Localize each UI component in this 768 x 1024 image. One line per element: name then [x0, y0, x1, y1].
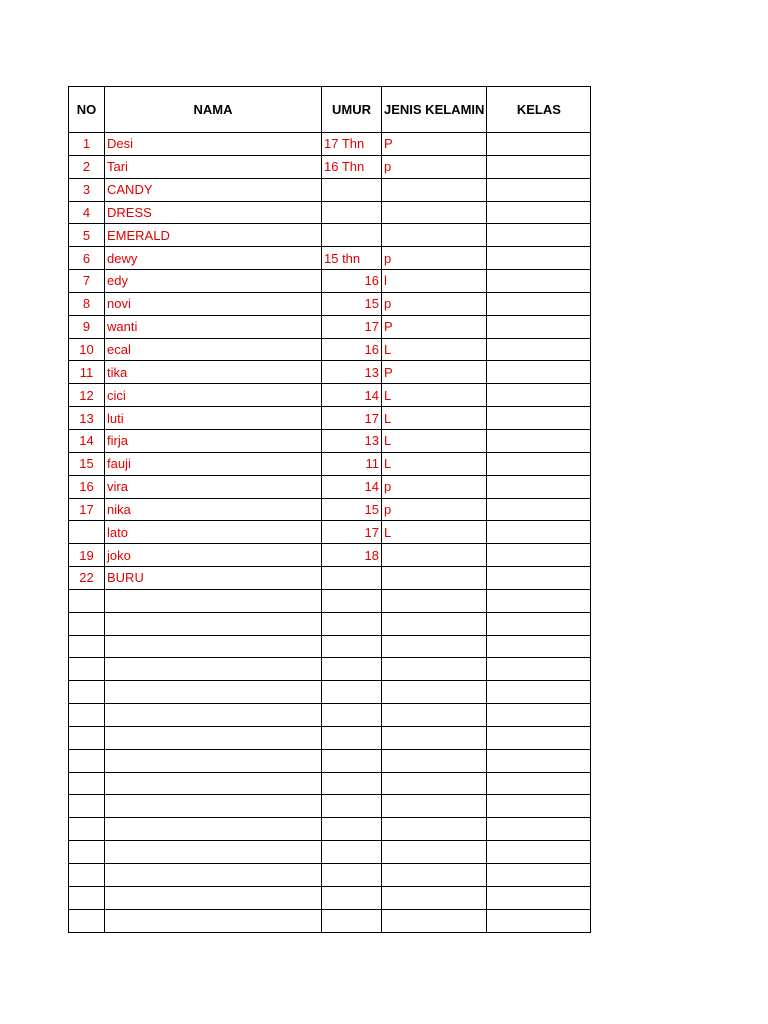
table-row: [69, 658, 591, 681]
cell-nama[interactable]: Tari: [105, 155, 322, 178]
header-umur: UMUR: [322, 87, 382, 133]
table-row: [69, 292, 591, 315]
cell-nama[interactable]: [105, 795, 322, 818]
cell-no[interactable]: 13: [69, 407, 105, 430]
cell-jenis-kelamin[interactable]: [382, 224, 487, 247]
cell-kelas[interactable]: [487, 841, 591, 864]
table-row: [69, 704, 591, 727]
cell-kelas[interactable]: [487, 635, 591, 658]
header-jenis-kelamin: JENIS KELAMIN: [382, 87, 487, 133]
cell-nama[interactable]: [105, 635, 322, 658]
cell-kelas[interactable]: [487, 612, 591, 635]
cell-jenis-kelamin[interactable]: L: [382, 338, 487, 361]
table-row: [69, 886, 591, 909]
cell-umur[interactable]: [322, 704, 382, 727]
cell-umur[interactable]: 15: [322, 292, 382, 315]
cell-no[interactable]: 16: [69, 475, 105, 498]
cell-kelas[interactable]: [487, 658, 591, 681]
cell-jenis-kelamin[interactable]: L: [382, 407, 487, 430]
cell-kelas[interactable]: [487, 247, 591, 270]
cell-no[interactable]: 12: [69, 384, 105, 407]
cell-no[interactable]: 2: [69, 155, 105, 178]
cell-umur[interactable]: 14: [322, 475, 382, 498]
cell-nama[interactable]: dewy: [105, 247, 322, 270]
cell-kelas[interactable]: [487, 224, 591, 247]
cell-no[interactable]: 10: [69, 338, 105, 361]
table-row: [69, 315, 591, 338]
cell-umur[interactable]: [322, 909, 382, 932]
table-row: [69, 864, 591, 887]
cell-kelas[interactable]: [487, 726, 591, 749]
cell-nama[interactable]: [105, 841, 322, 864]
cell-nama[interactable]: [105, 704, 322, 727]
cell-nama[interactable]: edy: [105, 270, 322, 293]
cell-kelas[interactable]: [487, 498, 591, 521]
cell-nama[interactable]: CANDY: [105, 178, 322, 201]
cell-nama[interactable]: joko: [105, 544, 322, 567]
cell-no[interactable]: [69, 795, 105, 818]
table-row: [69, 635, 591, 658]
cell-no[interactable]: 3: [69, 178, 105, 201]
cell-no[interactable]: 4: [69, 201, 105, 224]
cell-nama[interactable]: ecal: [105, 338, 322, 361]
cell-no[interactable]: 11: [69, 361, 105, 384]
cell-kelas[interactable]: [487, 315, 591, 338]
cell-nama[interactable]: luti: [105, 407, 322, 430]
cell-no[interactable]: [69, 635, 105, 658]
table-row: [69, 133, 591, 156]
cell-kelas[interactable]: [487, 452, 591, 475]
cell-nama[interactable]: [105, 612, 322, 635]
cell-jenis-kelamin[interactable]: [382, 841, 487, 864]
cell-kelas[interactable]: [487, 155, 591, 178]
cell-umur[interactable]: [322, 567, 382, 590]
cell-kelas[interactable]: [487, 338, 591, 361]
cell-nama[interactable]: [105, 886, 322, 909]
header-kelas: KELAS: [487, 87, 591, 133]
cell-umur[interactable]: [322, 635, 382, 658]
cell-nama[interactable]: [105, 726, 322, 749]
table-row: [69, 681, 591, 704]
cell-jenis-kelamin[interactable]: [382, 704, 487, 727]
cell-no[interactable]: [69, 818, 105, 841]
cell-jenis-kelamin[interactable]: [382, 795, 487, 818]
cell-no[interactable]: [69, 841, 105, 864]
cell-umur[interactable]: [322, 612, 382, 635]
cell-umur[interactable]: 16 Thn: [322, 155, 382, 178]
cell-umur[interactable]: 13: [322, 429, 382, 452]
table-row: [69, 452, 591, 475]
cell-jenis-kelamin[interactable]: p: [382, 247, 487, 270]
cell-jenis-kelamin[interactable]: P: [382, 133, 487, 156]
cell-nama[interactable]: [105, 864, 322, 887]
cell-jenis-kelamin[interactable]: P: [382, 315, 487, 338]
cell-kelas[interactable]: [487, 681, 591, 704]
cell-umur[interactable]: 17: [322, 407, 382, 430]
cell-jenis-kelamin[interactable]: [382, 201, 487, 224]
cell-no[interactable]: 15: [69, 452, 105, 475]
table-row: [69, 155, 591, 178]
cell-no[interactable]: [69, 521, 105, 544]
cell-no[interactable]: 6: [69, 247, 105, 270]
cell-jenis-kelamin[interactable]: [382, 772, 487, 795]
cell-kelas[interactable]: [487, 270, 591, 293]
cell-umur[interactable]: [322, 681, 382, 704]
table-row: [69, 247, 591, 270]
cell-jenis-kelamin[interactable]: [382, 818, 487, 841]
cell-jenis-kelamin[interactable]: L: [382, 452, 487, 475]
cell-no[interactable]: 5: [69, 224, 105, 247]
cell-nama[interactable]: vira: [105, 475, 322, 498]
table-row: [69, 544, 591, 567]
table-row: [69, 726, 591, 749]
table-row: [69, 270, 591, 293]
cell-nama[interactable]: DRESS: [105, 201, 322, 224]
cell-umur[interactable]: 17: [322, 315, 382, 338]
cell-no[interactable]: 19: [69, 544, 105, 567]
table-row: [69, 818, 591, 841]
table-row: [69, 841, 591, 864]
cell-jenis-kelamin[interactable]: [382, 681, 487, 704]
table-row: [69, 567, 591, 590]
cell-kelas[interactable]: [487, 292, 591, 315]
cell-kelas[interactable]: [487, 429, 591, 452]
cell-jenis-kelamin[interactable]: [382, 567, 487, 590]
cell-kelas[interactable]: [487, 407, 591, 430]
cell-kelas[interactable]: [487, 567, 591, 590]
cell-nama[interactable]: [105, 658, 322, 681]
cell-umur[interactable]: [322, 795, 382, 818]
cell-no[interactable]: [69, 864, 105, 887]
table-row: [69, 201, 591, 224]
cell-jenis-kelamin[interactable]: p: [382, 475, 487, 498]
cell-umur[interactable]: [322, 224, 382, 247]
cell-jenis-kelamin[interactable]: p: [382, 292, 487, 315]
cell-umur[interactable]: [322, 589, 382, 612]
cell-jenis-kelamin[interactable]: [382, 178, 487, 201]
cell-jenis-kelamin[interactable]: p: [382, 498, 487, 521]
cell-nama[interactable]: wanti: [105, 315, 322, 338]
cell-umur[interactable]: 14: [322, 384, 382, 407]
cell-nama[interactable]: fauji: [105, 452, 322, 475]
cell-nama[interactable]: BURU: [105, 567, 322, 590]
cell-kelas[interactable]: [487, 772, 591, 795]
cell-umur[interactable]: [322, 726, 382, 749]
table-row: [69, 178, 591, 201]
table-row: [69, 338, 591, 361]
cell-nama[interactable]: lato: [105, 521, 322, 544]
cell-jenis-kelamin[interactable]: p: [382, 155, 487, 178]
cell-nama[interactable]: [105, 772, 322, 795]
table-row: [69, 429, 591, 452]
cell-kelas[interactable]: [487, 589, 591, 612]
cell-kelas[interactable]: [487, 384, 591, 407]
cell-jenis-kelamin[interactable]: L: [382, 521, 487, 544]
cell-umur[interactable]: 17 Thn: [322, 133, 382, 156]
header-no: NO: [69, 87, 105, 133]
cell-no[interactable]: [69, 589, 105, 612]
cell-kelas[interactable]: [487, 521, 591, 544]
student-table: [68, 86, 591, 933]
cell-jenis-kelamin[interactable]: [382, 886, 487, 909]
cell-umur[interactable]: 17: [322, 521, 382, 544]
cell-umur[interactable]: [322, 658, 382, 681]
table-row: [69, 612, 591, 635]
cell-kelas[interactable]: [487, 361, 591, 384]
cell-umur[interactable]: [322, 818, 382, 841]
table-row: [69, 407, 591, 430]
table-body: [69, 133, 591, 933]
cell-kelas[interactable]: [487, 909, 591, 932]
cell-jenis-kelamin[interactable]: [382, 726, 487, 749]
cell-jenis-kelamin[interactable]: [382, 864, 487, 887]
cell-umur[interactable]: [322, 201, 382, 224]
cell-umur[interactable]: 16: [322, 270, 382, 293]
cell-kelas[interactable]: [487, 704, 591, 727]
cell-nama[interactable]: [105, 909, 322, 932]
table-row: [69, 795, 591, 818]
cell-umur[interactable]: 15 thn: [322, 247, 382, 270]
cell-kelas[interactable]: [487, 133, 591, 156]
cell-umur[interactable]: [322, 749, 382, 772]
cell-jenis-kelamin[interactable]: [382, 909, 487, 932]
cell-kelas[interactable]: [487, 201, 591, 224]
cell-no[interactable]: [69, 612, 105, 635]
cell-jenis-kelamin[interactable]: [382, 612, 487, 635]
cell-no[interactable]: [69, 704, 105, 727]
cell-no[interactable]: [69, 726, 105, 749]
table-row: [69, 749, 591, 772]
cell-no[interactable]: 8: [69, 292, 105, 315]
cell-nama[interactable]: tika: [105, 361, 322, 384]
cell-nama[interactable]: EMERALD: [105, 224, 322, 247]
cell-jenis-kelamin[interactable]: [382, 749, 487, 772]
cell-no[interactable]: [69, 909, 105, 932]
cell-no[interactable]: 7: [69, 270, 105, 293]
cell-jenis-kelamin[interactable]: L: [382, 429, 487, 452]
cell-nama[interactable]: [105, 681, 322, 704]
cell-nama[interactable]: [105, 749, 322, 772]
header-nama: NAMA: [105, 87, 322, 133]
cell-jenis-kelamin[interactable]: l: [382, 270, 487, 293]
cell-nama[interactable]: [105, 589, 322, 612]
table-row: [69, 361, 591, 384]
cell-no[interactable]: 17: [69, 498, 105, 521]
cell-kelas[interactable]: [487, 818, 591, 841]
cell-umur[interactable]: [322, 886, 382, 909]
cell-kelas[interactable]: [487, 178, 591, 201]
table-row: [69, 475, 591, 498]
cell-nama[interactable]: firja: [105, 429, 322, 452]
header-row: [69, 87, 591, 133]
cell-kelas[interactable]: [487, 749, 591, 772]
cell-no[interactable]: 14: [69, 429, 105, 452]
cell-umur[interactable]: [322, 772, 382, 795]
cell-nama[interactable]: [105, 818, 322, 841]
cell-jenis-kelamin[interactable]: L: [382, 384, 487, 407]
cell-umur[interactable]: 13: [322, 361, 382, 384]
table-row: [69, 772, 591, 795]
cell-umur[interactable]: [322, 841, 382, 864]
cell-no[interactable]: [69, 658, 105, 681]
cell-umur[interactable]: 18: [322, 544, 382, 567]
cell-no[interactable]: [69, 772, 105, 795]
table-row: [69, 384, 591, 407]
cell-jenis-kelamin[interactable]: [382, 635, 487, 658]
cell-nama[interactable]: nika: [105, 498, 322, 521]
cell-jenis-kelamin[interactable]: P: [382, 361, 487, 384]
cell-umur[interactable]: 11: [322, 452, 382, 475]
cell-kelas[interactable]: [487, 544, 591, 567]
cell-jenis-kelamin[interactable]: [382, 589, 487, 612]
cell-no[interactable]: 1: [69, 133, 105, 156]
table-row: [69, 224, 591, 247]
table-row: [69, 498, 591, 521]
cell-jenis-kelamin[interactable]: [382, 544, 487, 567]
table-row: [69, 589, 591, 612]
cell-nama[interactable]: novi: [105, 292, 322, 315]
table-row: [69, 521, 591, 544]
cell-jenis-kelamin[interactable]: [382, 658, 487, 681]
table-row: [69, 909, 591, 932]
cell-umur[interactable]: [322, 178, 382, 201]
cell-kelas[interactable]: [487, 475, 591, 498]
cell-kelas[interactable]: [487, 795, 591, 818]
cell-kelas[interactable]: [487, 864, 591, 887]
cell-umur[interactable]: 15: [322, 498, 382, 521]
cell-no[interactable]: [69, 681, 105, 704]
cell-nama[interactable]: Desi: [105, 133, 322, 156]
cell-kelas[interactable]: [487, 886, 591, 909]
cell-no[interactable]: 22: [69, 567, 105, 590]
cell-no[interactable]: 9: [69, 315, 105, 338]
cell-umur[interactable]: 16: [322, 338, 382, 361]
cell-umur[interactable]: [322, 864, 382, 887]
cell-no[interactable]: [69, 886, 105, 909]
cell-nama[interactable]: cici: [105, 384, 322, 407]
cell-no[interactable]: [69, 749, 105, 772]
